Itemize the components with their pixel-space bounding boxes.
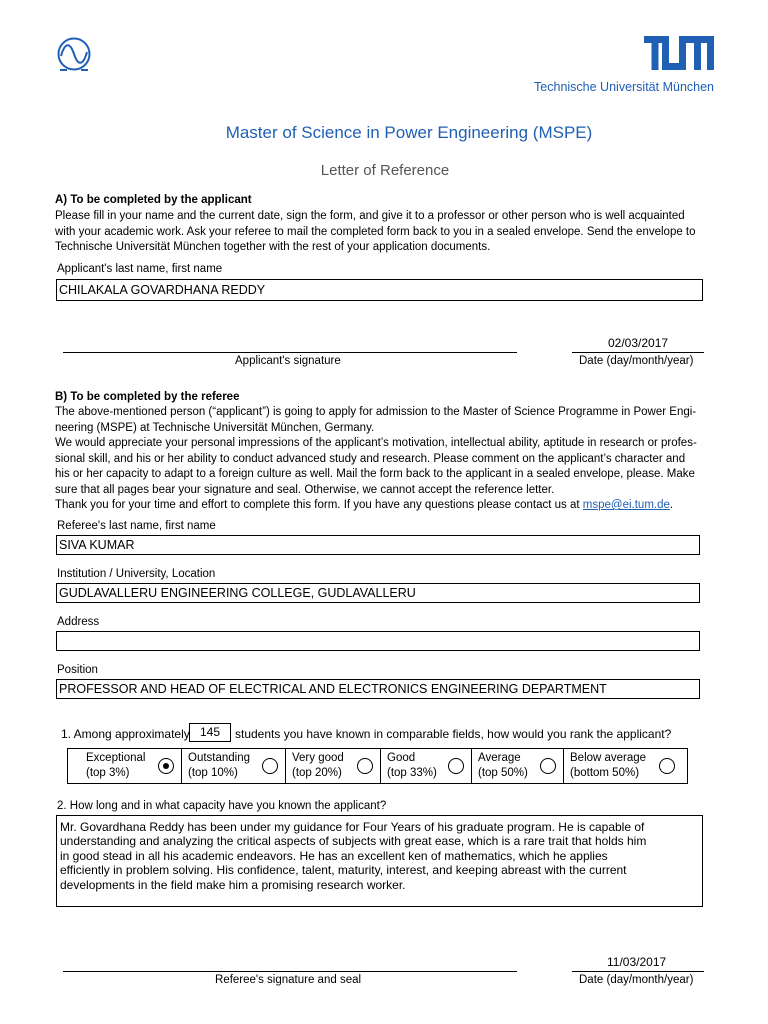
address-label: Address (57, 616, 100, 628)
q1-suffix: students you have known in comparable fields, how would you rank the applicant? (235, 727, 672, 741)
rank-options-box (67, 748, 688, 784)
institution-field[interactable]: GUDLAVALLERU ENGINEERING COLLEGE, GUDLAVALLERU (56, 583, 700, 603)
option-divider (471, 749, 472, 783)
referee-signature-line[interactable] (63, 971, 517, 972)
rank-option-sub: (top 50%) (478, 767, 528, 779)
text-line: We would appreciate your personal impressions of the applicant’s motivation, intellectual ability, aptitude in research or profes- (55, 437, 697, 449)
email-suffix: . (669, 499, 674, 511)
address-field[interactable] (56, 631, 700, 651)
rank-radio-good[interactable] (448, 758, 464, 774)
rank-radio-exceptional[interactable] (158, 758, 174, 774)
applicant-name-label: Applicant's last name, first name (57, 263, 223, 275)
text-line: his or her capacity to adapt to a foreign culture as well. Mail the form back to the applicant in a sealed envelope, please. Make (55, 468, 695, 480)
contact-email-link[interactable]: mspe@ei.tum.de (582, 499, 670, 511)
rank-option-sub: (top 20%) (292, 767, 342, 779)
position-label: Position (57, 664, 98, 676)
applicant-signature-label: Applicant's signature (235, 355, 341, 367)
rank-option-average (478, 751, 528, 781)
thanks-text: Thank you for your time and effort to complete this form. If you have any questions please contact us at (55, 499, 583, 511)
referee-name-field[interactable]: SIVA KUMAR (56, 535, 700, 555)
rank-option-sub: (top 33%) (387, 767, 437, 779)
q1-prefix: 1. Among approximately (61, 727, 190, 741)
rank-option-sub: (top 3%) (86, 767, 130, 779)
text-line: sional skill, and his or her ability to conduct advanced study and research. Please comment on the applicant’s character and (55, 452, 686, 465)
answer-line: efficiently in problem solving. His confidence, talent, maturity, interest, and keeping abreast with the current (60, 863, 627, 878)
rank-radio-average[interactable] (540, 758, 556, 774)
rank-option-label: Average (478, 752, 521, 764)
applicant-date-line (572, 352, 704, 353)
rank-option-good (387, 751, 437, 781)
applicant-signature-line[interactable] (63, 352, 517, 353)
q1-count-field[interactable]: 145 (189, 723, 231, 742)
rank-option-very-good (292, 751, 344, 781)
text-line: The above-mentioned person (“applicant”) is going to apply for admission to the Master of Science Programme in Power Engi- (55, 406, 697, 418)
text-line: Please fill in your name and the current date, sign the form, and give it to a professor or other person who is well acquainted (55, 210, 685, 222)
applicant-date-label: Date (day/month/year) (579, 355, 694, 367)
section-a-text (55, 209, 725, 256)
referee-signature-label: Referee's signature and seal (215, 974, 362, 986)
rank-radio-very-good[interactable] (357, 758, 373, 774)
rank-option-label: Below average (570, 752, 647, 764)
text-line: sure that all pages bear your signature and seal. Otherwise, we cannot accept the reference letter. (55, 483, 555, 496)
radio-selected-dot (163, 763, 169, 769)
mspe-logo-icon (52, 36, 96, 76)
answer-line: understanding and analyzing the critical aspects of subjects with great ease, which is a rare trait that holds him (60, 834, 647, 849)
option-divider (563, 749, 564, 783)
rank-option-outstanding (188, 751, 250, 781)
rank-option-below-average (570, 751, 646, 781)
q2-answer-field[interactable] (56, 815, 703, 907)
answer-line: developments in the field make him a promising research worker. (60, 877, 406, 892)
page-subtitle: Letter of Reference (320, 162, 450, 179)
rank-option-exceptional (86, 751, 145, 781)
text-line (55, 498, 735, 514)
text-line: neering (MSPE) at Technische Universität München, Germany. (55, 421, 375, 434)
referee-date-line (572, 971, 704, 972)
option-divider (380, 749, 381, 783)
university-name: Technische Universität München (534, 80, 714, 94)
option-divider (181, 749, 182, 783)
section-b-text (55, 405, 735, 514)
referee-name-label: Referee's last name, first name (57, 520, 216, 532)
rank-option-label: Good (387, 752, 416, 764)
section-a-heading: A) To be completed by the applicant (55, 194, 252, 206)
rank-option-label: Exceptional (86, 752, 146, 764)
rank-option-label: Outstanding (188, 752, 251, 764)
rank-option-sub: (top 10%) (188, 767, 238, 779)
applicant-date-value[interactable]: 02/03/2017 (608, 336, 669, 350)
referee-date-value[interactable]: 11/03/2017 (607, 955, 667, 969)
rank-radio-outstanding[interactable] (262, 758, 278, 774)
referee-date-label: Date (day/month/year) (579, 974, 694, 986)
institution-label: Institution / University, Location (57, 568, 216, 580)
position-field[interactable]: PROFESSOR AND HEAD OF ELECTRICAL AND ELECTRONICS ENGINEERING DEPARTMENT (56, 679, 700, 699)
rank-radio-below-average[interactable] (659, 758, 675, 774)
applicant-name-field[interactable]: CHILAKALA GOVARDHANA REDDY (56, 279, 703, 301)
rank-option-label: Very good (292, 752, 344, 764)
option-divider (285, 749, 286, 783)
tum-logo-icon (644, 36, 714, 70)
page-title: Master of Science in Power Engineering (MSPE) (225, 123, 593, 142)
section-b-heading: B) To be completed by the referee (55, 391, 240, 403)
text-line: Technische Universität München together with the rest of your application documents. (55, 241, 491, 253)
text-line: with your academic work. Ask your referee to mail the completed form back to you in a sealed envelope. Send the envelope to (55, 225, 696, 238)
answer-line: in good stead in all his academic endeavors. He has an excellent ken of mathematics, which he applies (60, 848, 608, 863)
q2-prompt: 2. How long and in what capacity have you known the applicant? (57, 800, 387, 812)
answer-line: Mr. Govardhana Reddy has been under my guidance for Four Years of his graduate program. He is capable of (60, 820, 645, 834)
rank-option-sub: (bottom 50%) (570, 767, 640, 779)
